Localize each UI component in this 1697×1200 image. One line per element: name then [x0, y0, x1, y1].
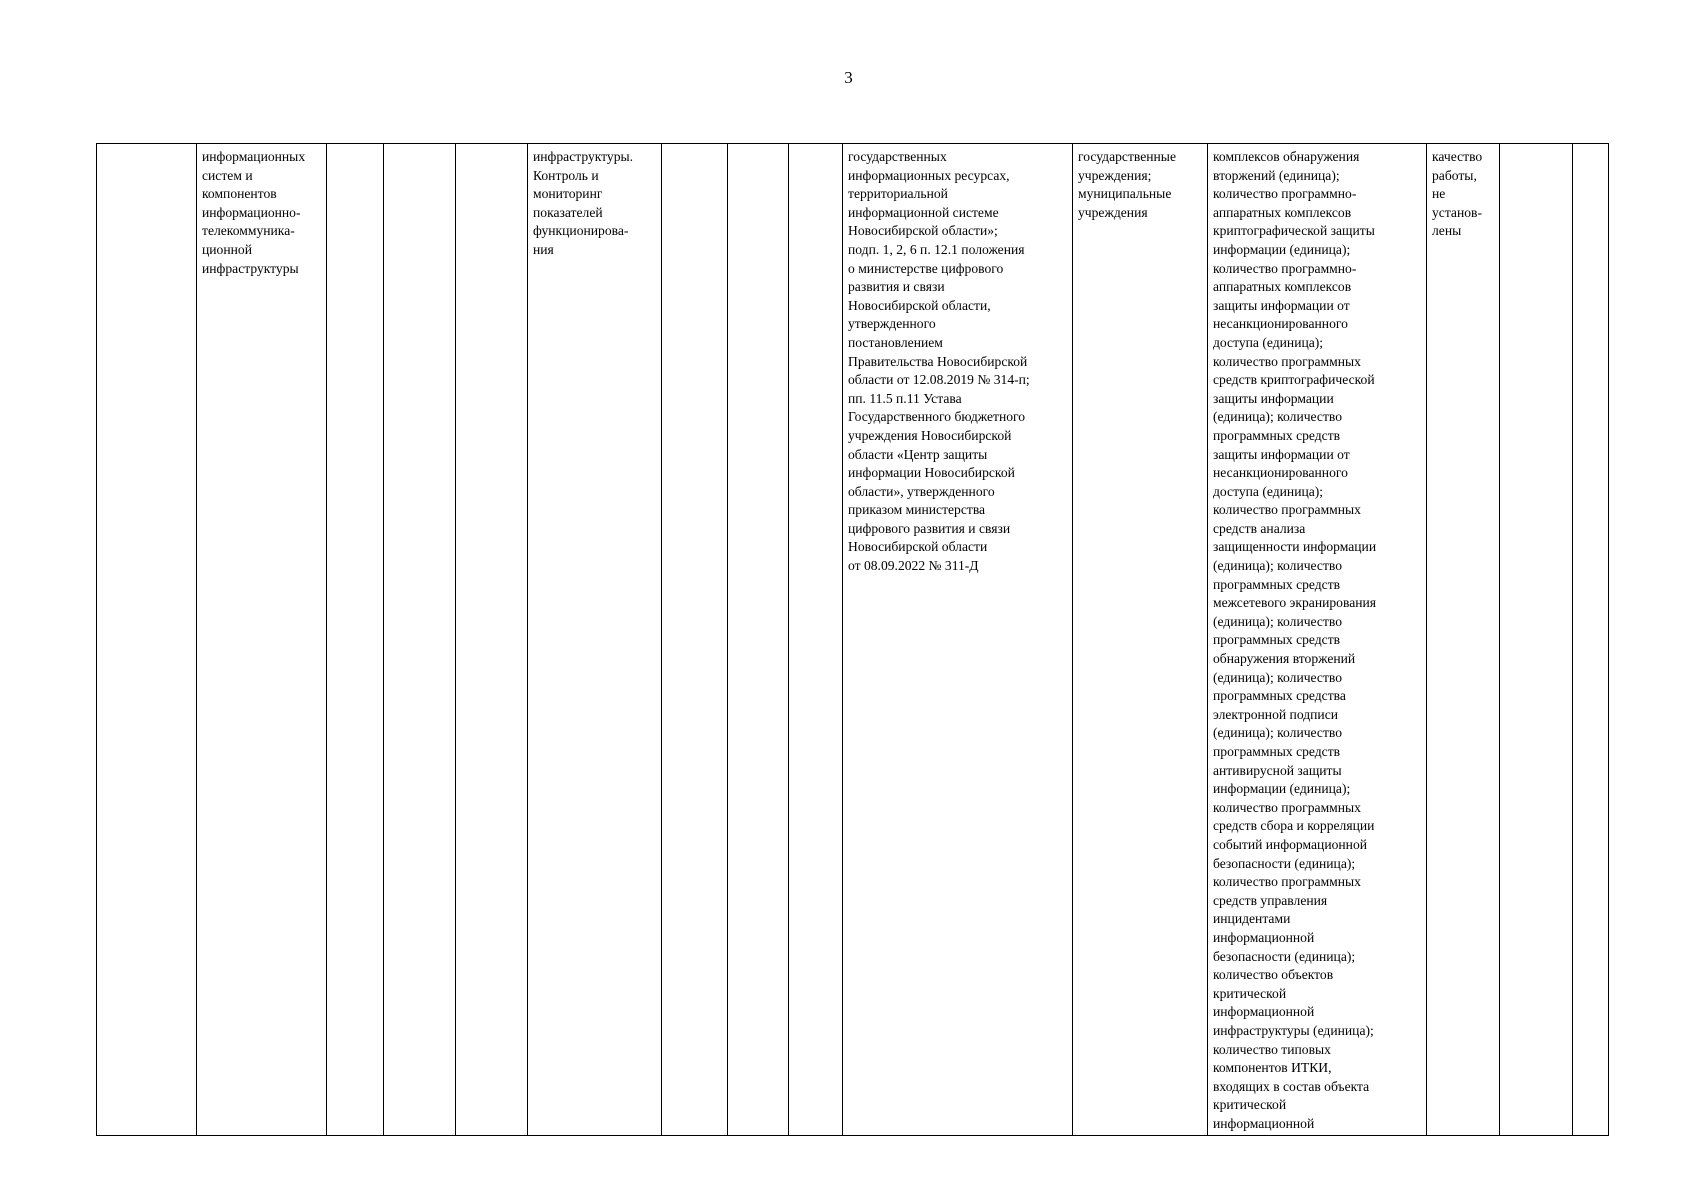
table-cell-3	[327, 144, 384, 1136]
table-cell-15	[1573, 144, 1609, 1136]
table-cell-6: инфраструктуры. Контроль и мониторинг показателей функционирова- ния	[528, 144, 662, 1136]
table-cell-1	[97, 144, 197, 1136]
page-number: 3	[844, 68, 853, 87]
table-cell-13: качество работы, не установ- лены	[1427, 144, 1500, 1136]
table-cell-12: комплексов обнаружения вторжений (единица); количество программно- аппаратных комплексов криптографической защиты информации (единица); количество программно- аппаратных комплексов защиты информации от несанкционированного доступа (единица); количество программных средств криптографической защиты информации (единица); количество программных средств защиты информации от несанкционированного доступа (единица); количество программных средств анализа защищенности информации (единица); количество программных средств межсетевого экранирования (единица); количество программных средств обнаружения вторжений (единица); количество программных средства электронной подписи (единица); количество программных средств антивирусной защиты информации (единица); количество программных средств сбора и корреляции событий информационной безопасности (единица); количество программных средств управления инцидентами информационной безопасности (единица); количество объектов критической информационной инфраструктуры (единица); количество типовых компонентов ИТКИ, входящих в состав объекта критической информационной	[1208, 144, 1427, 1136]
table-cell-5	[456, 144, 528, 1136]
table-row	[97, 144, 1609, 1136]
table-cell-9	[789, 144, 843, 1136]
document-table	[96, 143, 1609, 1136]
table-cell-14	[1500, 144, 1573, 1136]
table-cell-8	[728, 144, 789, 1136]
table-cell-2: информационных систем и компонентов информационно- телекоммуника- ционной инфраструктуры	[197, 144, 327, 1136]
table-cell-11: государственные учреждения; муниципальные учреждения	[1073, 144, 1208, 1136]
table-cell-4	[384, 144, 456, 1136]
table-cell-10: государственных информационных ресурсах, территориальной информационной системе Новосибирской области»; подп. 1, 2, 6 п. 12.1 положения о министерстве цифрового развития и связи Новосибирской области, утвержденного постановлением Правительства Новосибирской области от 12.08.2019 № 314-п; пп. 11.5 п.11 Устава Государственного бюджетного учреждения Новосибирской области «Центр защиты информации Новосибирской области», утвержденного приказом министерства цифрового развития и связи Новосибирской области от 08.09.2022 № 311-Д	[843, 144, 1073, 1136]
table-cell-7	[662, 144, 728, 1136]
